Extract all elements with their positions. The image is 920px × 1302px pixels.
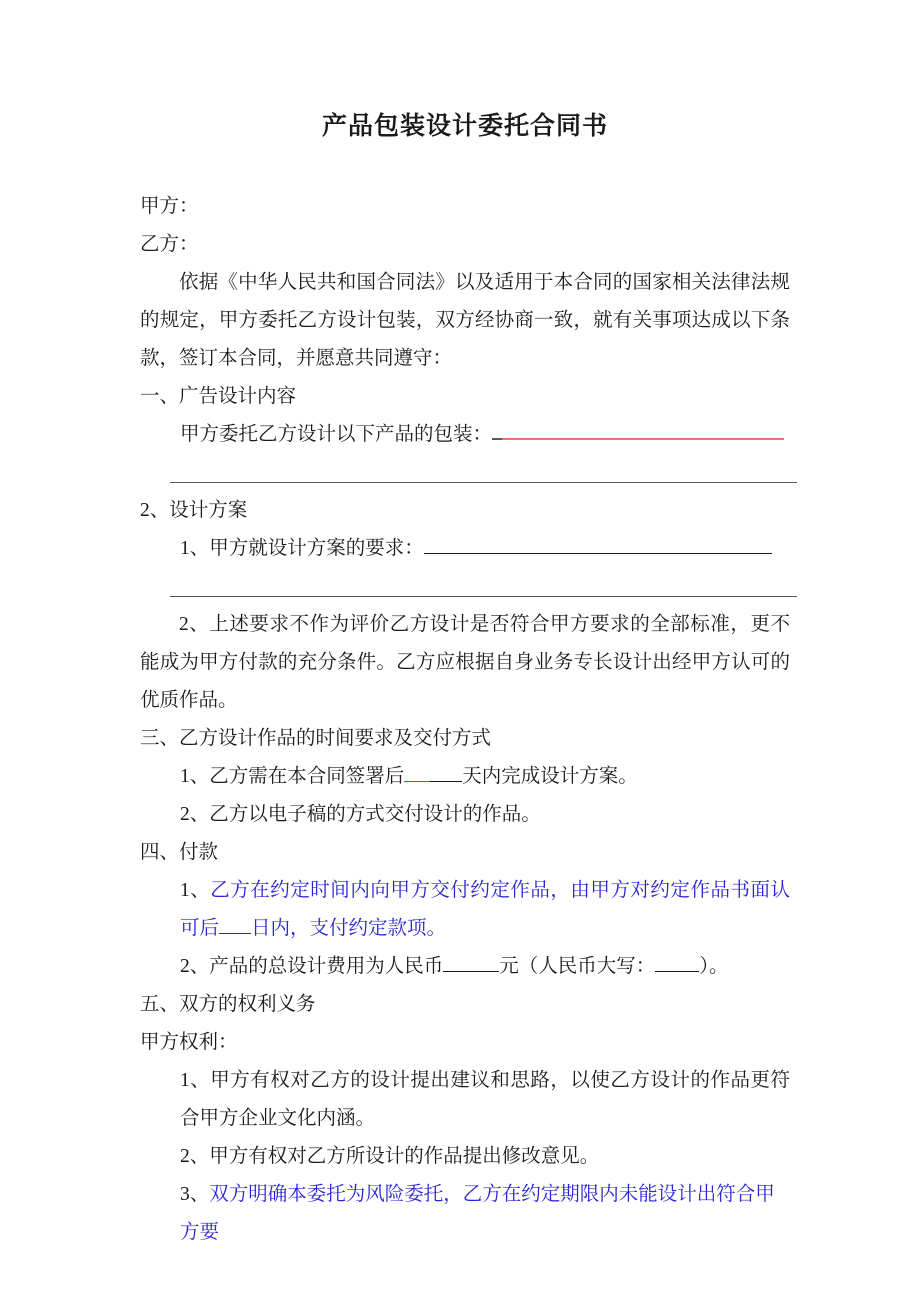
party-a-line: 甲方： <box>140 196 199 217</box>
preamble-paragraph: 依据《中华人民共和国合同法》以及适用于本合同的国家相关法律法规的规定，甲方委托乙方设计包装，双方经协商一致，就有关事项达成以下条款，签订本合同，并愿意共同遵守： <box>140 272 790 369</box>
section-1-item-row <box>140 416 790 454</box>
section-5-item-3-text: 双方明确本委托为风险委托，乙方在约定期限内未能设计出符合甲方要 <box>180 1184 775 1243</box>
section-4-item-1-text-tail: 日内，支付约定款项。 <box>251 918 447 939</box>
total-fee-amount-blank[interactable] <box>443 952 499 973</box>
section-5-heading: 五、双方的权利义务 <box>140 994 316 1015</box>
section-3-item-2-row: 2、乙方以电子稿的方式交付设计的作品。 <box>180 804 541 825</box>
page-title: 产品包装设计委托合同书 <box>321 113 608 140</box>
section-5-item-2-row: 2、甲方有权对乙方所设计的作品提出修改意见。 <box>180 1146 600 1167</box>
section-3-item-1-suffix: 天内完成设计方案。 <box>462 766 638 787</box>
continuation-rule-2[interactable] <box>170 596 797 597</box>
section-2-item-1-label: 1、甲方就设计方案的要求： <box>180 538 424 559</box>
document-body <box>140 0 790 1252</box>
title-spacer <box>140 144 790 188</box>
section-1-continuation-rule-row <box>140 454 790 492</box>
section-5-item-1-paragraph: 1、甲方有权对乙方的设计提出建议和思路，以使乙方设计的作品更符合甲方企业文化内涵。 <box>180 1070 790 1129</box>
section-3-heading: 三、乙方设计作品的时间要求及交付方式 <box>140 728 492 749</box>
section-2-continuation-rule-row <box>140 568 790 606</box>
blank-segment-red <box>502 438 784 440</box>
section-3-item-1-row <box>140 758 790 796</box>
section-4-item-1-text: 乙方在约定时间内向甲方交付约定作品，由甲方对约定作品书面认可后 <box>180 880 790 939</box>
party-a-rights-label: 甲方权利： <box>140 1032 238 1053</box>
section-4-heading: 四、付款 <box>140 842 219 863</box>
section-4-item-1-number: 1、 <box>180 880 211 901</box>
section-4-item-2-prefix: 2、产品的总设计费用为人民币 <box>180 956 444 977</box>
blank-segment-dark <box>430 781 462 782</box>
section-5-item-3-number: 3、 <box>180 1184 210 1205</box>
section-5-item-3-row <box>140 1176 790 1252</box>
section-3-item-1-prefix: 1、乙方需在本合同签署后 <box>180 766 405 787</box>
continuation-rule[interactable] <box>170 482 797 483</box>
section-4-item-1-paragraph <box>140 872 790 948</box>
party-b-line: 乙方： <box>140 234 199 255</box>
section-2-heading: 2、设计方案 <box>140 500 248 521</box>
section-4-item-2-row <box>140 948 790 986</box>
section-1-item-label: 甲方委托乙方设计以下产品的包装： <box>180 424 493 445</box>
blank-segment-red <box>404 781 430 782</box>
section-2-item-2-paragraph: 2、上述要求不作为评价乙方设计是否符合甲方要求的全部标准，更不能成为甲方付款的充分条件。乙方应根据自身业务专长设计出经甲方认可的优质作品。 <box>140 614 790 711</box>
payment-days-blank[interactable] <box>219 914 251 935</box>
section-4-item-2-middle: 元（人民币大写： <box>499 956 656 977</box>
product-packaging-blank[interactable] <box>492 421 784 441</box>
days-blank[interactable] <box>404 763 462 783</box>
section-4-item-2-suffix: ）。 <box>699 956 729 977</box>
total-fee-words-blank[interactable] <box>655 952 699 973</box>
section-2-item-1-row <box>140 530 790 568</box>
section-1-heading: 一、广告设计内容 <box>140 386 297 407</box>
design-requirement-blank[interactable] <box>424 534 772 555</box>
blank-segment-dark <box>492 438 502 440</box>
